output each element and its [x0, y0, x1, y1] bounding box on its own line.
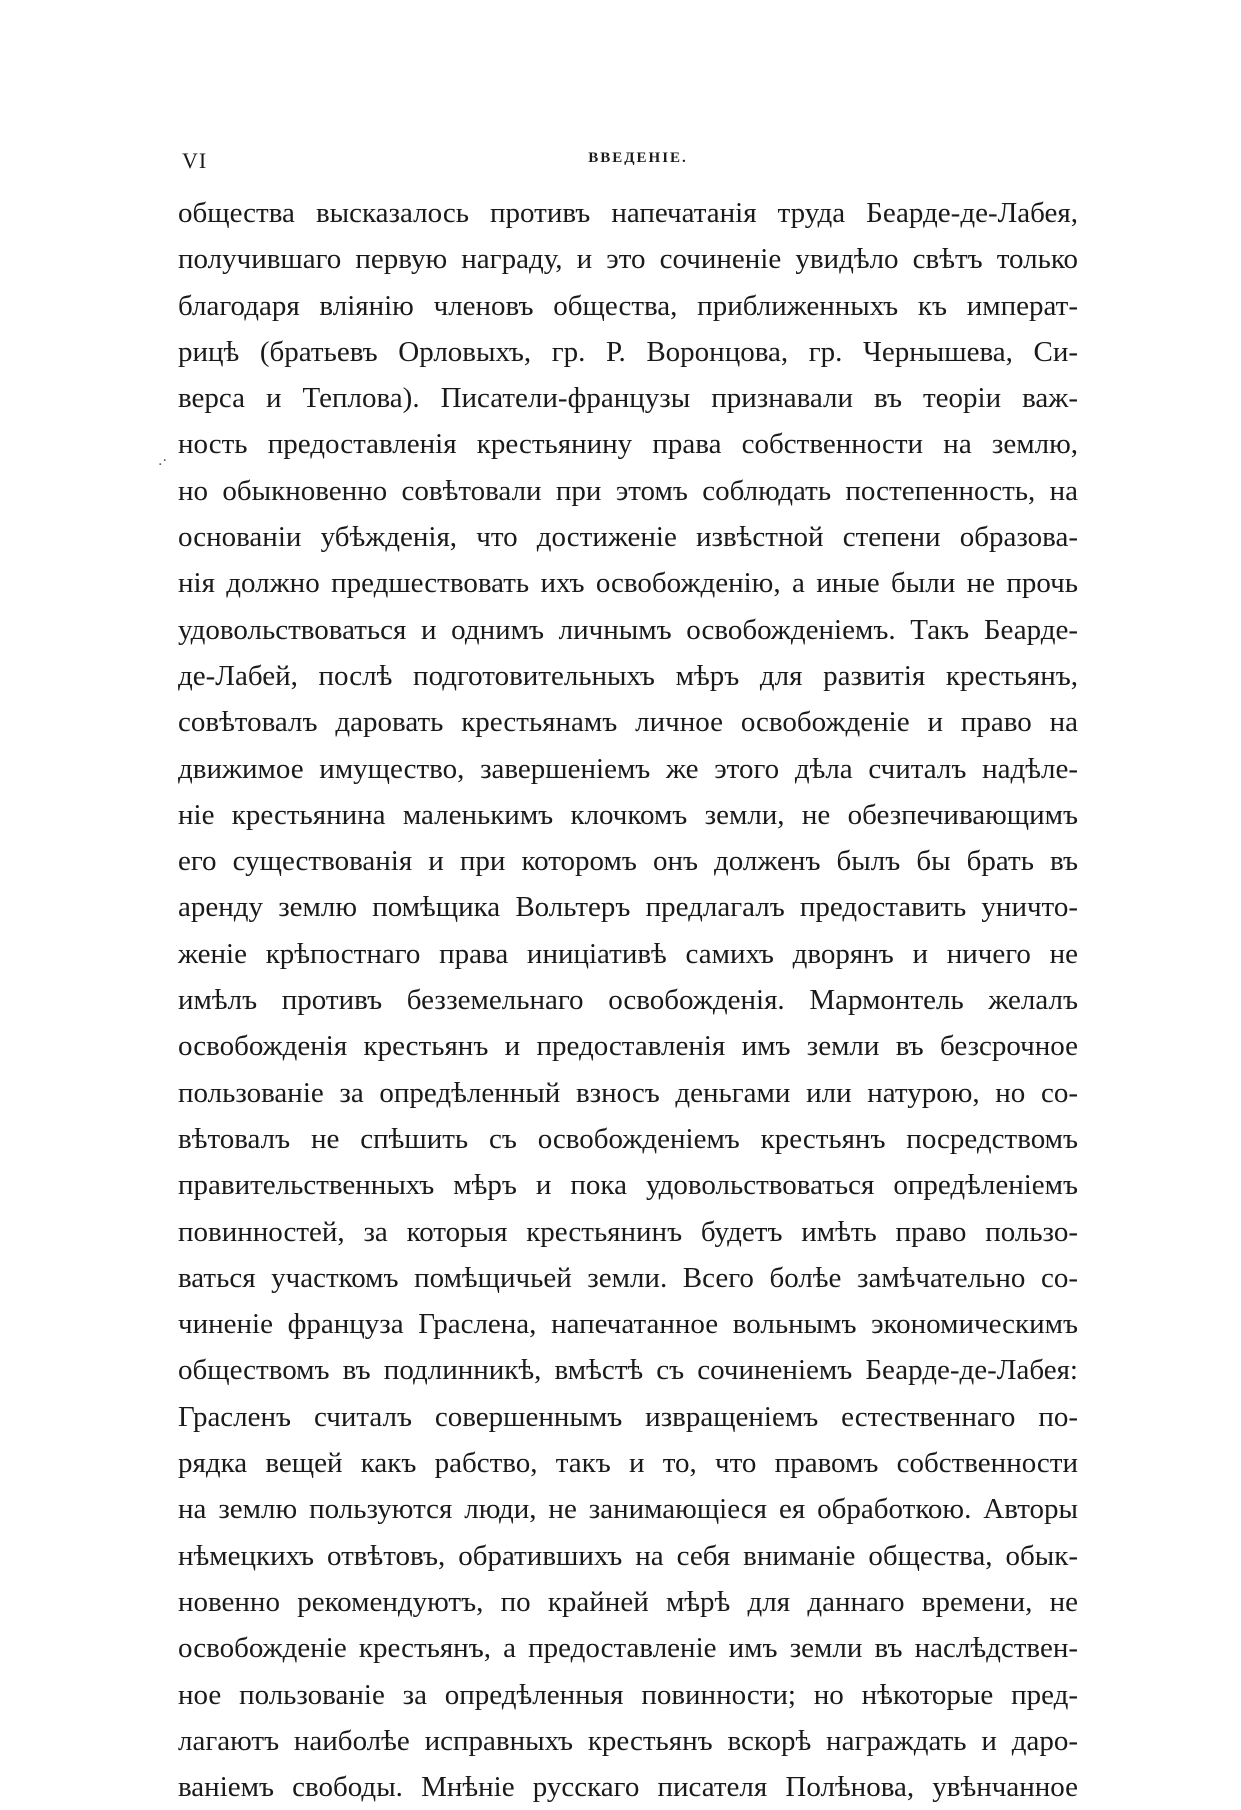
text-line: освобожденіе крестьянъ, а предоставленіе имъ земли въ наслѣдствен-: [178, 1632, 1078, 1665]
text-line: правительственныхъ мѣръ и пока удовольствоваться опредѣленіемъ: [178, 1169, 1078, 1202]
running-title: ВВЕДЕНІЕ.: [588, 150, 688, 166]
text-line: удовольствоваться и однимъ личнымъ освобожденіемъ. Такъ Беарде-: [178, 613, 1078, 646]
page-number: VI: [182, 148, 208, 173]
text-line: нія должно предшествовать ихъ освобожденію, а иные были не прочь: [178, 567, 1078, 600]
text-line: лагаютъ наиболѣе исправныхъ крестьянъ вскорѣ награждать и даро-: [178, 1724, 1078, 1757]
text-line: верса и Теплова). Писатели-французы признавали въ теоріи важ-: [178, 382, 1078, 415]
text-line: новенно рекомендуютъ, по крайней мѣрѣ для даннаго времени, не: [178, 1585, 1078, 1618]
text-line: ность предоставленія крестьянину права собственности на землю,: [178, 428, 1078, 461]
text-line: рядка вещей какъ рабство, такъ и то, что правомъ собственности: [178, 1447, 1078, 1480]
text-line: обществомъ въ подлинникѣ, вмѣстѣ съ сочиненіемъ Беарде-де-Лабея:: [178, 1354, 1078, 1387]
text-line: пользованіе за опредѣленный взносъ деньгами или натурою, но со-: [178, 1076, 1078, 1109]
text-line: на землю пользуются люди, не занимающіеся ея обработкою. Авторы: [178, 1493, 1078, 1526]
text-line: Грасленъ считалъ совершеннымъ извращеніемъ естественнаго по-: [178, 1400, 1078, 1433]
text-line: нѣмецкихъ отвѣтовъ, обратившихъ на себя вниманіе общества, обык-: [178, 1539, 1078, 1572]
running-head: [182, 148, 1094, 176]
text-line: благодаря вліянію членовъ общества, приближенныхъ къ императ-: [178, 289, 1078, 322]
text-line: но обыкновенно совѣтовали при этомъ соблюдать постепенность, на: [178, 474, 1078, 507]
text-line: движимое имущество, завершеніемъ же этого дѣла считалъ надѣле-: [178, 752, 1078, 785]
text-line: вѣтовалъ не спѣшить съ освобожденіемъ крестьянъ посредствомъ: [178, 1122, 1078, 1155]
body-text: [178, 190, 1078, 1810]
text-line: ваться участкомъ помѣщичьей земли. Всего болѣе замѣчательно со-: [178, 1261, 1078, 1294]
text-line: ваніемъ свободы. Мнѣніе русскаго писателя Полѣнова, увѣнчанное: [178, 1771, 1078, 1804]
text-line: аренду землю помѣщика Вольтеръ предлагалъ предоставить уничто-: [178, 891, 1078, 924]
text-line: чиненіе француза Граслена, напечатанное вольнымъ экономическимъ: [178, 1308, 1078, 1341]
margin-speck-mark: .·: [158, 453, 167, 469]
text-line: его существованія и при которомъ онъ долженъ былъ бы брать въ: [178, 845, 1078, 878]
text-line: общества высказалось противъ напечатанія труда Беарде-де-Лабея,: [178, 197, 1078, 229]
text-line: имѣлъ противъ безземельнаго освобожденія. Мармонтель желалъ: [178, 984, 1078, 1017]
text-line: получившаго первую награду, и это сочиненіе увидѣло свѣтъ только: [178, 243, 1078, 276]
text-line: ное пользованіе за опредѣленныя повинности; но нѣкоторые пред-: [178, 1678, 1078, 1711]
text-line: совѣтовалъ даровать крестьянамъ личное освобожденіе и право на: [178, 706, 1078, 739]
text-line: освобожденія крестьянъ и предоставленія имъ земли въ безсрочное: [178, 1030, 1078, 1063]
text-line: повинностей, за которыя крестьянинъ будетъ имѣть право пользо-: [178, 1215, 1078, 1248]
text-line: де-Лабей, послѣ подготовительныхъ мѣръ для развитія крестьянъ,: [178, 659, 1078, 692]
text-line: основаніи убѣжденія, что достиженіе извѣстной степени образова-: [178, 521, 1078, 554]
text-line: рицѣ (братьевъ Орловыхъ, гр. Р. Воронцова, гр. Чернышева, Си-: [178, 335, 1078, 368]
text-line: женіе крѣпостнаго права иниціативѣ самихъ дворянъ и ничего не: [178, 937, 1078, 970]
text-line: ніе крестьянина маленькимъ клочкомъ земли, не обезпечивающимъ: [178, 798, 1078, 831]
